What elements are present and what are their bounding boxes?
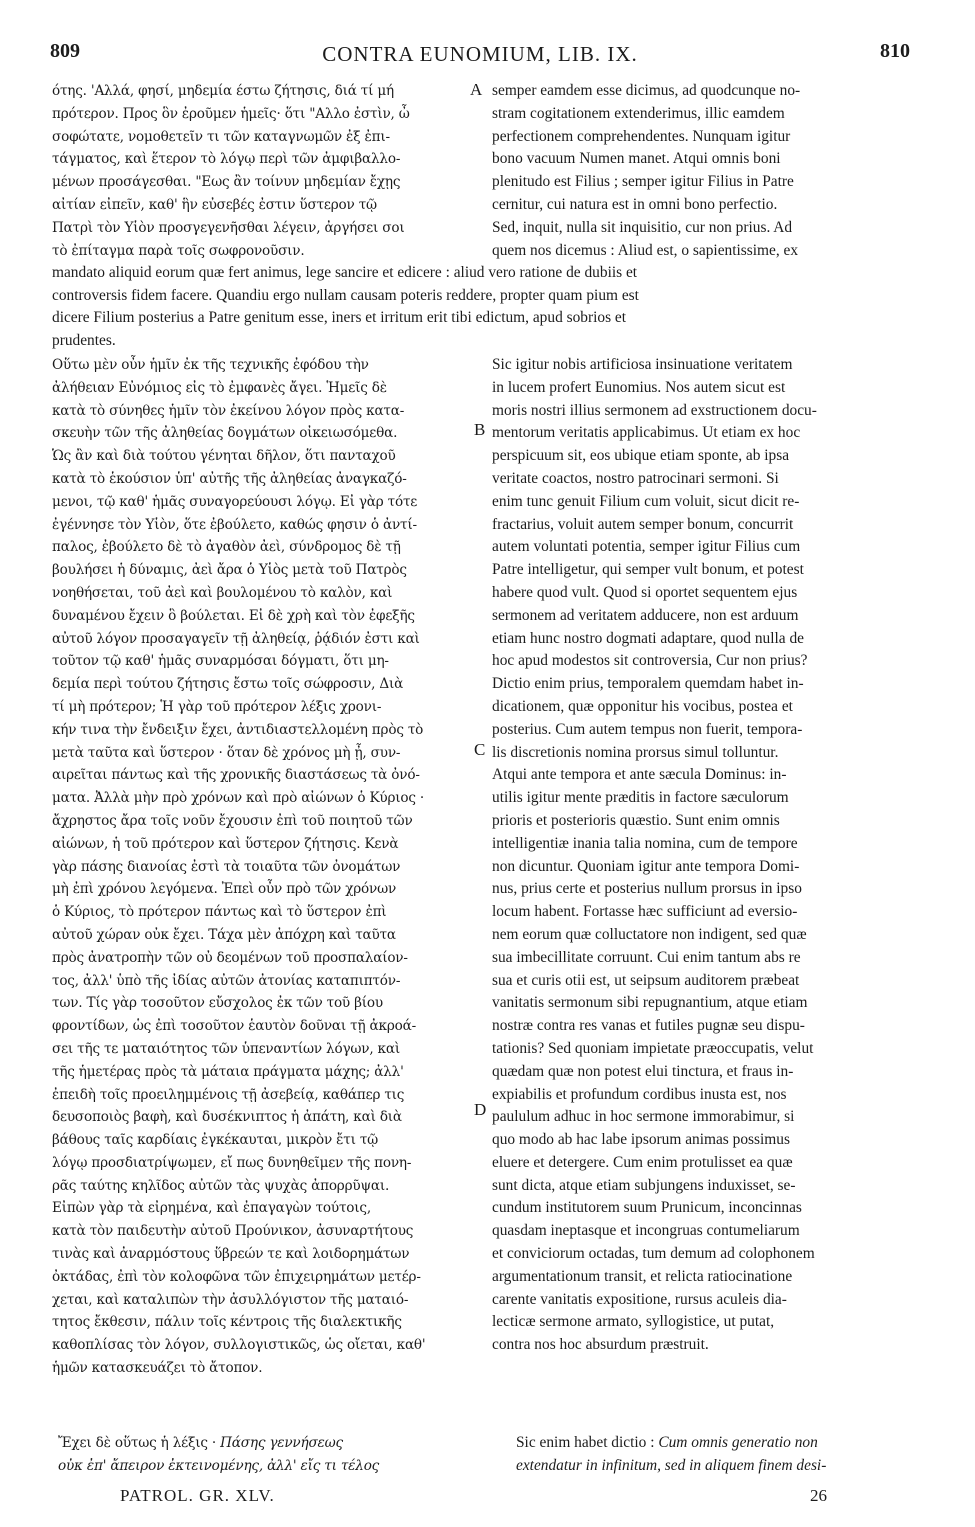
greek-text-line: ἀλήθειαν Εὐνόμιος εἰς τὸ ἐμφανὲς ἄγει. Ἡμεῖς δὲ — [52, 379, 387, 396]
greek-text-line: ότης. 'Αλλά, φησί, μηδεμία έστω ζήτησις, διά τί μή — [52, 83, 394, 99]
greek-text-line: γὰρ πάσης διανοίας ἐστὶ τὰ τοιαῦτα τῶν ὀνομάτων — [52, 858, 401, 875]
latin-text-line: bono vacuum Numen manet. Atqui omnis boni — [492, 150, 781, 168]
latin-text-line: quædam quæ non potest elui tinctura, et fraus in- — [492, 1062, 794, 1080]
latin-text-line: cundum institutorem suum Prunicum, inconcinnas — [492, 1199, 802, 1217]
running-header — [50, 40, 910, 70]
latin-text-line: prudentes. — [52, 331, 116, 349]
latin-text-line: sunt dicta, atque etiam subjungens induxisset, se- — [492, 1176, 796, 1194]
greek-text-line: τητος ἔκθεσιν, πάλιν τοῖς κέντροις τῆς διαλεκτικῆς — [52, 1314, 402, 1331]
greek-text-line: αὐτοῦ λόγον προσαγαγεῖν τῇ ἀληθείᾳ, ῥᾴδιόν ἐστι καὶ — [52, 630, 420, 647]
margin-letter-a: A — [470, 80, 483, 99]
latin-text-line: quo modo ab hac labe ipsorum animas possimus — [492, 1131, 790, 1149]
greek-text-line: κατὰ τὸ σύνηθες ἡμῖν τὸν ἐκείνου λόγον πρὸς κατα- — [52, 402, 405, 419]
sheet-number: 26 — [810, 1486, 827, 1505]
latin-text-line: Atqui ante tempora et ante sæcula Dominus: in- — [492, 766, 787, 784]
latin-text-line: expiabilis et profundum cordibus inusta est, nos — [492, 1085, 787, 1103]
latin-closing-line-1: Sic enim habet dictio : Cum omnis generatio non — [516, 1434, 818, 1451]
greek-text-line: φροντίδων, ὡς ἐπὶ τοσοῦτον ἑαυτὸν δοῦναι τῇ ἀκροά- — [52, 1018, 416, 1035]
greek-text-line: ἡμῶν κατασκευάζει τὸ ἄτοπον. — [52, 1360, 263, 1377]
latin-text-line: lecticæ sermone armato, syllogistice, ut putat, — [492, 1313, 775, 1331]
greek-text-line: δυναμένου ἔχειν ὃ βούλεται. Εἰ δὲ χρὴ καὶ τὸν ἐφεξῆς — [52, 607, 415, 624]
latin-text-line: sua imbecillitate corruunt. Cui enim tantum abs re — [492, 948, 801, 966]
greek-text-line: βουλήσει ἡ δύναμις, ἀεὶ ἄρα ὁ Υἱὸς μετὰ τοῦ Πατρὸς — [52, 562, 407, 579]
greek-text-line: κήν τινα τὴν ἔνδειξιν ἔχει, ἀντιδιαστελλομένη πρὸς τὸ — [52, 721, 424, 738]
greek-column-top — [52, 80, 462, 262]
greek-text-line: ὁ Κύριος, τὸ πρότερον πάντως καὶ τὸ ὕστερον ἐπὶ — [52, 904, 387, 921]
margin-letter-c: C — [474, 740, 486, 759]
latin-text-line: tationis? Sed quoniam impietate præoccupatis, velut — [492, 1039, 814, 1057]
latin-text-line: plenitudo est Filius ; semper igitur Filius in Patre — [492, 173, 794, 191]
latin-text-line: sermonem ad veritatem adducere, non est arduum — [492, 606, 799, 624]
latin-text-line: eluere et detergere. Cum enim protulisset ea quæ — [492, 1153, 793, 1171]
latin-full-width-paragraph — [52, 262, 912, 352]
latin-text-line: intelligentiæ inania talia nomina, cum de tempore — [492, 834, 798, 852]
latin-text-line: fractarius, voluit autem semper bonum, concurrit — [492, 515, 794, 533]
greek-text-line: τοῦτον τῷ καθ' ἡμᾶς συναρμόσαι δόγματι, ὅτι μη- — [52, 653, 389, 670]
latin-text-line: controversis fidem facere. Quandiu ergo nullam causam poteris reddere, propter quam pium est — [52, 286, 639, 304]
greek-text-line: των. Τίς γὰρ τοσοῦτον εὔσχολος ἐκ τῶν τοῦ βίου — [52, 995, 383, 1012]
greek-text-line: παλος, ἐβούλετο δὲ τὸ ἀγαθὸν ἀεὶ, σύνδρομος δὲ τῇ — [52, 539, 401, 556]
greek-text-line: καθοπλίσας τὸν λόγον, συλλογιστικῶς, ὡς οἴεται, καθ' — [52, 1337, 426, 1354]
latin-text-line: quasdam ineptasque et incongruas contumeliarum — [492, 1222, 800, 1240]
greek-column-main — [52, 354, 462, 1380]
greek-text-line: ἐγέννησε τὸν Υἱὸν, ὅτε ἐβούλετο, καθώς φησιν ὁ ἀντί- — [52, 516, 417, 533]
greek-text-line: σοφώτατε, νομοθετεῖν τι τῶν καταγνωμῶν ἐξ ἐπι- — [52, 128, 390, 145]
latin-text-line: lis discretionis nomina prorsus simul tolluntur. — [492, 743, 779, 761]
latin-text-line: dicationem, quæ opponitur his vocibus, postea et — [492, 697, 793, 715]
greek-text-line: ματα. Ἀλλὰ μὴν πρὸ χρόνων καὶ πρὸ αἰώνων ὁ Κύριος · — [52, 790, 425, 807]
greek-text-line: μένων προσάγεσθαι. "Εως ἂν τοίνυν μηδεμίαν ἔχῃς — [52, 174, 401, 191]
latin-text-line: nem eorum quæ colluctatore non indigent, sed quæ — [492, 925, 807, 943]
greek-text-line: Οὕτω μὲν οὖν ἡμῖν ἐκ τῆς τεχνικῆς ἐφόδου τὴν — [52, 357, 369, 373]
latin-text-line: moris nostri illius sermonem ad exstructionem docu- — [492, 401, 817, 419]
latin-text-line: argumentationum transit, et relicta ratiocinatione — [492, 1267, 793, 1285]
margin-letter-b: B — [474, 420, 486, 439]
latin-text-line: locum habent. Fortasse hæc sufficiunt ad eversio- — [492, 903, 798, 921]
latin-text-line: in lucem profert Eunomius. Nos autem sicut est — [492, 378, 786, 396]
greek-closing-line-1: Ἔχει δὲ οὕτως ἡ λέξις · Πάσης γεννήσεως — [58, 1435, 343, 1451]
greek-text-line: τὸ ἐπίταγμα παρὰ τοῖς σωφρονοῦσιν. — [52, 242, 305, 259]
greek-text-line: ἐπειδὴ τοῖς προειλημμένοις τῇ ἀσεβείᾳ, καθάπερ τις — [52, 1086, 405, 1103]
latin-text-line: cernitur, cui natura est in omni bono perfectio. — [492, 195, 778, 213]
latin-closing-line-2: extendatur in infinitum, sed in aliquem finem desi- — [516, 1456, 827, 1474]
page-footer — [120, 1486, 827, 1514]
greek-text-line: κατὰ τὸ ἑκούσιον ὑπ' αὐτῆς τῆς ἀληθείας ἀναγκαζό- — [52, 470, 407, 487]
greek-text-line: κατὰ τὸν παιδευτὴν αὐτοῦ Προύνικον, ἀσυναρτήτους — [52, 1223, 414, 1240]
greek-text-line: δεμία περὶ τούτου ζήτησις ἔστω τοῖς σώφροσιν, Διὰ — [52, 676, 404, 693]
latin-text-line: vanitatis sermonum sibi repugnantium, atque etiam — [492, 994, 808, 1012]
greek-text-line: μὴ ἐπὶ χρόνου λεγόμενα. Ἐπεὶ οὖν πρὸ τῶν χρόνων — [52, 881, 397, 898]
greek-text-line: αὐτοῦ χώραν οὐκ ἔχει. Τάχα μὲν ἀπόχρη καὶ ταῦτα — [52, 926, 396, 943]
greek-text-line: Εἰπὼν γὰρ τὰ εἰρημένα, καὶ ἐπαγαγὼν τούτοις, — [52, 1200, 371, 1217]
greek-text-line: μενοι, τῷ καθ' ἡμᾶς συναγορεύουσι λόγῳ. Εἰ γὰρ τότε — [52, 493, 418, 510]
greek-text-line: αιρεῖται πάντως καὶ τῆς χρονικῆς διαστάσεως τὰ ὀνό- — [52, 767, 420, 784]
greek-text-line: αἰώνων, ἡ τοῦ πρότερον καὶ ὕστερον ζήτησις. Κενὰ — [52, 835, 399, 852]
greek-text-line: τος, ἀλλ' ὑπὸ τῆς ἰδίας αὐτῶν ἀτονίας καταπιπτόν- — [52, 972, 401, 989]
latin-text-line: posterius. Cum autem tempus non fuerit, tempora- — [492, 720, 803, 738]
latin-text-line: perfectionem comprehendentes. Nunquam igitur — [492, 127, 791, 145]
running-title: CONTRA EUNOMIUM, LIB. IX. — [322, 42, 638, 66]
greek-text-line: λόγῳ προσδιατρίψωμεν, εἴ πως δυνηθεῖμεν τῆς πονη- — [52, 1154, 412, 1171]
greek-text-line: τινὰς καὶ ἀναρμόστους ὕβρεών τε καὶ λοιδορημάτων — [52, 1246, 410, 1263]
greek-text-line: σκευὴν τῶν τῆς ἀληθείας δογμάτων οἰκειωσόμεθα. — [52, 425, 398, 442]
page-number-right: 810 — [880, 40, 910, 62]
greek-closing-lines — [58, 1432, 468, 1478]
latin-text-line: habere quod vult. Quod si oportet sequentem ejus — [492, 583, 798, 601]
latin-text-line: Dictio enim prius, temporalem quemdam habet in- — [492, 675, 804, 693]
page-number-left: 809 — [50, 40, 80, 62]
latin-text-line: perspicuum sit, eos ubique etiam sponte, ab ipsa — [492, 447, 790, 465]
greek-text-line: πρότερον. Προς ὃν ἐροῦμεν ἡμεῖς· ὅτι "Αλλο ἐστὶν, ὦ — [52, 105, 410, 122]
greek-text-line: βάθους ταῖς καρδίαις ἐγκέκαυται, μικρὸν ἔτι τῷ — [52, 1132, 379, 1149]
latin-closing-lines — [516, 1432, 916, 1478]
latin-text-line: etiam hunc nostro dogmati adaptare, quod nulla de — [492, 629, 804, 647]
latin-text-line: mentorum veritatis applicabimus. Ut etiam ex hoc — [492, 424, 801, 442]
greek-text-line: χεται, καὶ καταλιπὼν τὴν ἀσυλλόγιστον τῆς ματαιό- — [52, 1291, 409, 1308]
greek-text-line: ἄχρηστος ἄρα τοῖς νοῦν ἔχουσιν ἐπὶ τοῦ ποιητοῦ τῶν — [52, 812, 413, 829]
latin-text-line: Sed, inquit, nulla sit inquisitio, cur non prius. Ad — [492, 218, 793, 236]
latin-text-line: Sic igitur nobis artificiosa insinuatione veritatem — [492, 356, 793, 373]
greek-text-line: τῆς ἡμετέρας πρὸς τὰ μάταια πράγματα μάχης; ἀλλ' — [52, 1063, 404, 1080]
latin-text-line: mandato aliquid eorum quæ fert animus, lege sancire et edicere : aliud vero ratione de dubiis et — [52, 264, 638, 281]
latin-text-line: non dicuntur. Quoniam igitur ante tempora Domi- — [492, 857, 800, 875]
greek-text-line: δευσοποιὸς βαφὴ, καὶ δυσέκνιπτος ἡ ἀπάτη, καὶ διὰ — [52, 1109, 402, 1126]
greek-text-line: σει τῆς τε ματαιότητος τῶν ὑπεναντίων λόγων, καὶ — [52, 1040, 400, 1057]
greek-text-line: τάγματος, καὶ ἕτερον τὸ λόγῳ περὶ τῶν ἀμφιβαλλο- — [52, 151, 401, 168]
greek-text-line: τί μὴ πρότερον; Ἡ γὰρ τοῦ πρότερον λέξις χρονι- — [52, 698, 382, 715]
latin-column-top — [492, 80, 912, 262]
latin-text-line: Patre intelligetur, qui semper vult bonum, et potest — [492, 561, 804, 579]
latin-text-line: dicere Filium posterius a Patre genitum esse, iners et irritum erit tibi edictum, apud sobrios et — [52, 309, 627, 327]
greek-text-line: αἰτίαν εἰπεῖν, καθ' ἣν εὐσεβές ἐστιν ὕστερον τῷ — [52, 196, 377, 213]
latin-text-line: prioris et posterioris quæstio. Sunt enim omnis — [492, 811, 780, 829]
latin-text-line: paululum adhuc in hoc sermone immorabimur, si — [492, 1108, 795, 1126]
latin-text-line: semper eamdem esse dicimus, ad quodcunque no- — [492, 82, 801, 99]
volume-signature: PATROL. GR. XLV. — [120, 1486, 275, 1505]
greek-text-line: ὀκτάδας, ἐπὶ τὸν κολοφῶνα τῶν ἐπιχειρημάτων μετέρ- — [52, 1268, 421, 1285]
greek-text-line: πρὸς ἀνατροπὴν τῶν οὐ δεομένων τοῦ προσπαλαίον- — [52, 949, 408, 966]
latin-column-main — [492, 354, 912, 1357]
latin-text-line: enim tunc genuit Filium cum voluit, sicut dicit re- — [492, 492, 800, 510]
latin-text-line: contra nos hoc absurdum præstruit. — [492, 1336, 709, 1354]
latin-text-line: stram cogitationem extenderimus, illic eamdem — [492, 104, 785, 122]
latin-text-line: utilis igitur mente præditis in factore sæculorum — [492, 789, 789, 807]
greek-text-line: Ὡς ἂν καὶ διὰ τούτου γένηται δῆλον, ὅτι πανταχοῦ — [52, 448, 396, 465]
greek-closing-line-2: οὐκ ἐπ' ἄπειρον ἐκτεινομένης, ἀλλ' εἴς τι τέλος — [58, 1457, 380, 1474]
greek-text-line: νοηθήσεται, τοῦ ἀεὶ καὶ βουλομένου τὸ καλὸν, καὶ — [52, 584, 393, 601]
latin-text-line: quem nos dicemus : Aliud est, o sapientissime, ex — [492, 241, 799, 259]
latin-text-line: et conviciorum octadas, tum demum ad colophonem — [492, 1245, 815, 1263]
latin-text-line: nus, prius certe et posterius nullum prorsus in ipso — [492, 880, 802, 898]
latin-text-line: hoc apud modestos sit controversia, Cur non prius? — [492, 652, 808, 670]
greek-text-line: ρᾶς ταύτης κηλῖδος αὐτῶν τὰς ψυχὰς ἀπορρῦψαι. — [52, 1177, 390, 1194]
latin-text-line: carente vanitatis expositione, rursus aculeis dia- — [492, 1290, 787, 1308]
greek-text-line: μετὰ ταῦτα καὶ ὕστερον · ὅταν δὲ χρόνος μὴ ᾖ, συν- — [52, 744, 401, 761]
greek-text-line: Πατρὶ τὸν Υἱὸν προσγεγενῆσθαι λέγειν, ἀργήσει σοι — [52, 219, 405, 236]
latin-text-line: veritate coactos, nostro patrocinari sermoni. Si — [492, 469, 779, 487]
latin-text-line: sua et curis otii est, ut seipsum auditorem præbeat — [492, 971, 800, 989]
latin-text-line: nostræ contra res vanas et futiles pugnæ seu dispu- — [492, 1017, 805, 1035]
latin-text-line: autem voluntati potentia, semper igitur Filius cum — [492, 538, 801, 556]
margin-letter-d: D — [474, 1100, 487, 1119]
